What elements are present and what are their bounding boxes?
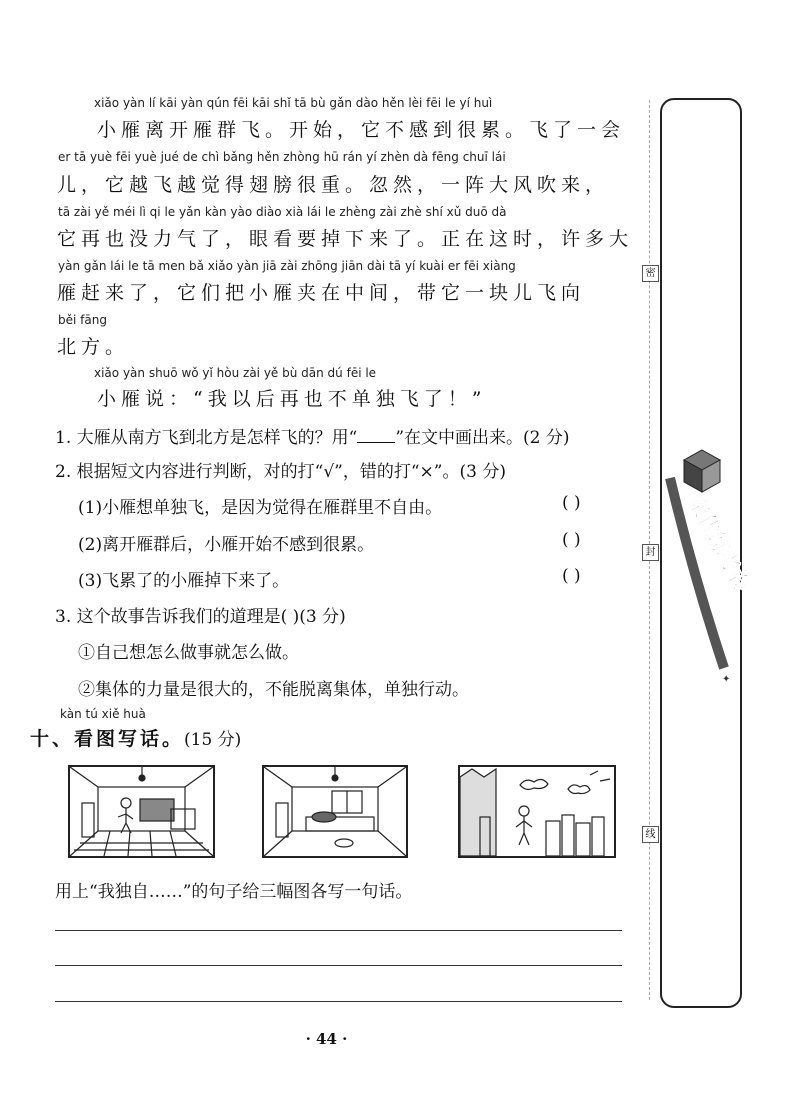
picture-3-illustration bbox=[460, 767, 614, 856]
writing-line-1[interactable] bbox=[55, 930, 622, 931]
question-2: 2. 根据短文内容进行判断，对的打“√”，错的打“×”。(3 分) bbox=[55, 462, 506, 482]
question-3-option-1: ①自己想怎么做事就怎么做。 bbox=[78, 643, 299, 663]
passage-line-2: 儿，它越飞越觉得翅膀很重。忽然，一阵大风吹来， bbox=[57, 174, 610, 196]
pinyin-line-6: xiǎo yàn shuō wǒ yǐ hòu zài yě bù dān dú fēi le bbox=[94, 366, 377, 380]
passage-line-5: 北方。 bbox=[57, 336, 130, 358]
picture-1-illustration bbox=[70, 767, 213, 856]
underline-symbol bbox=[357, 428, 395, 443]
section-10-pinyin: kàn tú xiě huà bbox=[60, 707, 146, 721]
pinyin-line-1: xiǎo yàn lí kāi yàn qún fēi kāi shǐ tā bù gǎn dào hěn lèi fēi le yí huì bbox=[94, 96, 493, 110]
brand-text: 聚优练考卷 bbox=[683, 491, 755, 596]
pinyin-line-5: běi fāng bbox=[58, 313, 107, 327]
seal-mark-feng: 封 bbox=[642, 544, 659, 561]
passage-line-3: 它再也没力气了，眼看要掉下来了。正在这时，许多大 bbox=[57, 228, 634, 250]
seal-mark-xian: 线 bbox=[642, 826, 659, 843]
right-sidebar-panel bbox=[660, 98, 755, 1008]
passage-line-4: 雁赶来了，它们把小雁夹在中间，带它一块儿飞向 bbox=[57, 282, 586, 304]
question-2-item-3: (3)飞累了的小雁掉下来了。 bbox=[78, 571, 290, 591]
section-10-heading-wrap bbox=[30, 724, 241, 751]
brand-logo bbox=[662, 438, 755, 698]
seal-mark-mi: 密 bbox=[642, 265, 659, 282]
question-1 bbox=[55, 423, 570, 448]
writing-line-2[interactable] bbox=[55, 965, 622, 966]
question-2-item-2: (2)离开雁群后，小雁开始不感到很累。 bbox=[78, 535, 375, 555]
writing-instruction: 用上“我独自……”的句子给三幅图各写一句话。 bbox=[55, 882, 413, 902]
pinyin-line-3: tā zài yě méi lì qi le yǎn kàn yào diào xià lái le zhèng zài zhè shí xǔ duō dà bbox=[58, 205, 507, 219]
picture-2-illustration bbox=[264, 767, 406, 856]
question-3: 3. 这个故事告诉我们的道理是( )(3 分) bbox=[55, 607, 346, 627]
page-number: · 44 · bbox=[305, 1030, 348, 1048]
question-1-text-a: 1. 大雁从南方飞到北方是怎样飞的？用“ bbox=[55, 428, 358, 448]
section-10-score: (15 分) bbox=[184, 730, 242, 750]
sparkle-icon: ✦ bbox=[722, 674, 731, 685]
answer-paren-1[interactable]: ( ) bbox=[562, 493, 581, 513]
picture-2-bedroom bbox=[262, 765, 408, 858]
pinyin-line-4: yàn gǎn lái le tā men bǎ xiǎo yàn jiā zài zhōng jiān dài tā yí kuài er fēi xiàng bbox=[58, 259, 516, 273]
pinyin-line-2: er tā yuè fēi yuè jué de chì bǎng hěn zhòng hū rán yí zhèn dà fēng chuī lái bbox=[58, 150, 506, 164]
question-3-option-2: ②集体的力量是很大的，不能脱离集体，单独行动。 bbox=[78, 680, 469, 700]
section-10-heading: 十、看图写话。 bbox=[30, 728, 185, 750]
writing-line-3[interactable] bbox=[55, 1001, 622, 1002]
picture-3-street bbox=[458, 765, 616, 858]
answer-paren-3[interactable]: ( ) bbox=[562, 566, 581, 586]
cube-icon bbox=[684, 450, 720, 492]
picture-1-room bbox=[68, 765, 215, 858]
passage-line-6: 小雁说：“我以后再也不单独飞了！” bbox=[97, 388, 487, 410]
question-1-text-b: ”在文中画出来。(2 分) bbox=[395, 428, 570, 448]
question-2-item-1: (1)小雁想单独飞，是因为觉得在雁群里不自由。 bbox=[78, 498, 443, 518]
passage-line-1: 小雁离开雁群飞。开始，它不感到很累。飞了一会 bbox=[97, 119, 626, 141]
answer-paren-2[interactable]: ( ) bbox=[562, 530, 581, 550]
